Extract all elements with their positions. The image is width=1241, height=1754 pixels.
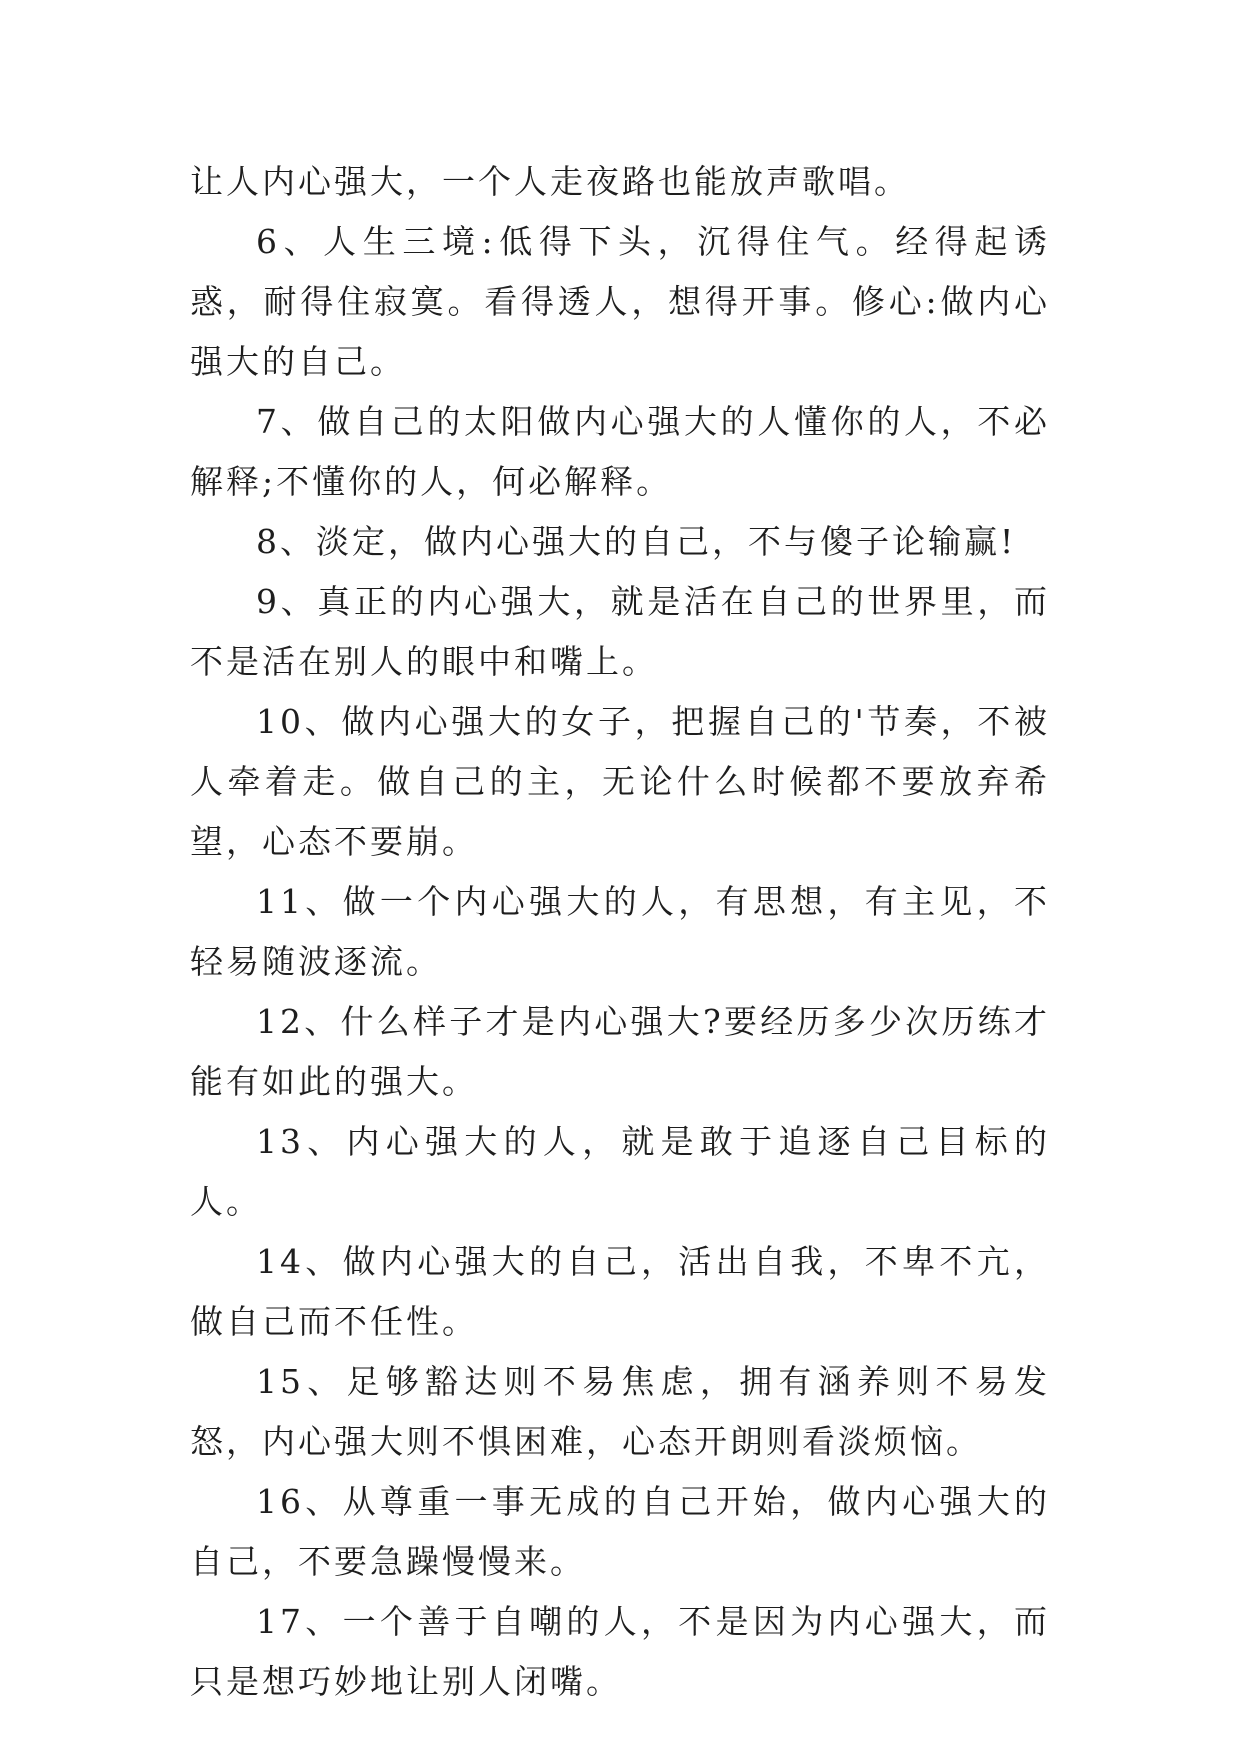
paragraph-item-11: 11、做一个内心强大的人，有思想，有主见，不轻易随波逐流。	[190, 882, 1050, 981]
paragraph-item-7: 7、做自己的太阳做内心强大的人懂你的人，不必解释;不懂你的人，何必解释。	[190, 402, 1050, 501]
paragraph-item-9: 9、真正的内心强大，就是活在自己的世界里，而不是活在别人的眼中和嘴上。	[190, 582, 1050, 681]
paragraph-item-17: 17、一个善于自嘲的人，不是因为内心强大，而只是想巧妙地让别人闭嘴。	[190, 1602, 1050, 1701]
paragraph-item-12: 12、什么样子才是内心强大?要经历多少次历练才能有如此的强大。	[190, 1002, 1050, 1101]
paragraph-item-14: 14、做内心强大的自己，活出自我，不卑不亢，做自己而不任性。	[190, 1242, 1050, 1341]
paragraph-item-16: 16、从尊重一事无成的自己开始，做内心强大的自己，不要急躁慢慢来。	[190, 1482, 1050, 1581]
document-body	[190, 152, 1050, 1712]
paragraph-item-6: 6、人生三境:低得下头，沉得住气。经得起诱惑，耐得住寂寞。看得透人，想得开事。修心:做内心强大的自己。	[190, 222, 1050, 381]
paragraph-item-8: 8、淡定，做内心强大的自己，不与傻子论输赢!	[256, 522, 1017, 561]
paragraph-item-13: 13、内心强大的人，就是敢于追逐自己目标的人。	[190, 1122, 1050, 1221]
paragraph-continuation: 让人内心强大，一个人走夜路也能放声歌唱。	[190, 162, 910, 201]
paragraph-item-10: 10、做内心强大的女子，把握自己的'节奏，不被人牵着走。做自己的主，无论什么时候都不要放弃希望，心态不要崩。	[190, 702, 1050, 861]
paragraph-item-15: 15、足够豁达则不易焦虑，拥有涵养则不易发怒，内心强大则不惧困难，心态开朗则看淡烦恼。	[190, 1362, 1050, 1461]
